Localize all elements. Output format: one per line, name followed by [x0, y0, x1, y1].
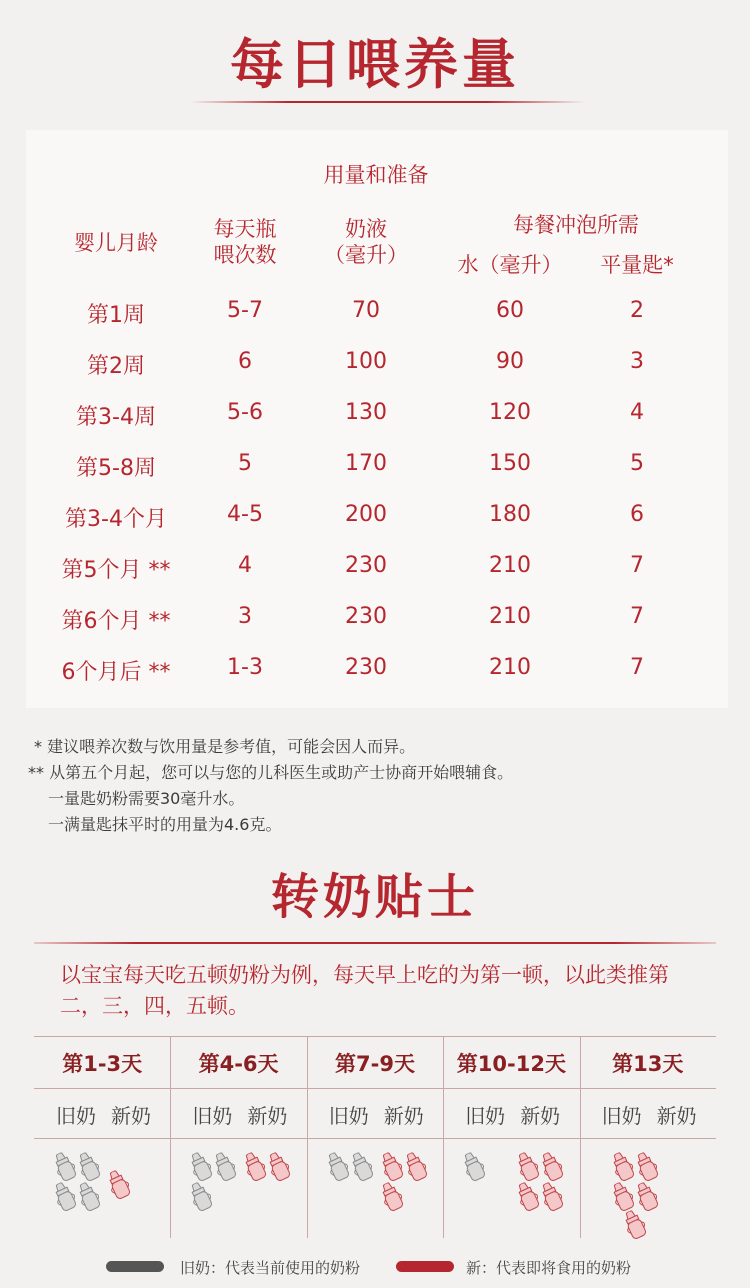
table-cell-milk: 230 [345, 655, 387, 680]
old-bottle-icon [345, 1149, 378, 1185]
old-bottle-icon [209, 1149, 242, 1185]
new-bottle-icon [536, 1179, 569, 1215]
grid-line [34, 1036, 716, 1037]
table-cell-water: 60 [496, 298, 524, 323]
new-milk-label: 新奶 [520, 1104, 561, 1128]
table-cell-scoops: 5 [630, 451, 644, 476]
old-milk-label: 旧奶 [192, 1104, 233, 1128]
day-range-header: 第1-3天 [62, 1052, 143, 1076]
table-cell-age: 6个月后 ** [61, 660, 171, 685]
table-cell-milk: 70 [352, 298, 380, 323]
day-range-header: 第4-6天 [198, 1052, 279, 1076]
table-cell-milk: 100 [345, 349, 387, 374]
new-bottles-group [612, 1152, 667, 1234]
new-milk-label: 新奶 [247, 1104, 288, 1128]
header-prep: 每餐冲泡所需 [513, 213, 639, 237]
old-bottle-icon [73, 1179, 106, 1215]
new-bottles-group [381, 1152, 436, 1234]
table-cell-age: 第2周 [87, 354, 145, 379]
table-cell-feeds: 5 [238, 451, 252, 476]
table-cell-scoops: 6 [630, 502, 644, 527]
new-bottle-icon [263, 1149, 296, 1185]
table-cell-milk: 130 [345, 400, 387, 425]
old-bottles-group [190, 1152, 240, 1232]
new-milk-label: 新奶 [111, 1104, 151, 1128]
table-cell-water: 90 [496, 349, 524, 374]
legend-old-label: 旧奶：代表当前使用的奶粉 [180, 1259, 361, 1277]
table-cell-scoops: 4 [630, 400, 644, 425]
grid-line [34, 1088, 716, 1089]
day-range-header: 第7-9天 [335, 1052, 415, 1076]
table-cell-water: 150 [489, 451, 531, 476]
old-bottle-icon [458, 1149, 491, 1185]
table-cell-feeds: 5-7 [227, 298, 263, 323]
legend-old-swatch [106, 1261, 164, 1272]
note-3: 一量匙奶粉需要30毫升水。 [48, 789, 245, 808]
tips-title: 转奶贴士 [270, 869, 479, 925]
table-cell-milk: 170 [345, 451, 387, 476]
table-cell-scoops: 3 [630, 349, 644, 374]
header-feeds-1: 每天瓶 [213, 217, 277, 241]
new-bottles-group [244, 1152, 299, 1234]
transition-grid [34, 1036, 716, 1238]
table-cell-age: 第5-8周 [76, 456, 156, 481]
header-age: 婴儿月龄 [74, 231, 158, 255]
note-2: ** 从第五个月起，您可以与您的儿科医生或助产士协商开始喂辅食。 [28, 763, 514, 782]
table-cell-feeds: 5-6 [227, 400, 263, 425]
table-cell-scoops: 7 [630, 553, 644, 578]
table-cell-water: 210 [489, 655, 531, 680]
note-4: 一满量匙抹平时的用量为4.6克。 [48, 815, 282, 834]
table-cell-scoops: 7 [630, 655, 644, 680]
table-cell-age: 第3-4周 [76, 405, 156, 430]
old-bottles-group [463, 1152, 513, 1232]
new-bottle-icon [399, 1149, 432, 1185]
table-cell-water: 180 [489, 502, 531, 527]
header-scoops: 平量匙* [600, 253, 674, 277]
table-cell-feeds: 4 [238, 553, 252, 578]
table-cell-feeds: 1-3 [227, 655, 263, 680]
table-cell-feeds: 4-5 [227, 502, 263, 527]
table-cell-age: 第3-4个月 [65, 507, 167, 532]
header-water: 水（毫升） [457, 253, 563, 277]
table-cell-milk: 230 [345, 604, 387, 629]
table-cell-scoops: 7 [630, 604, 644, 629]
day-range-header: 第10-12天 [456, 1052, 566, 1076]
table-cell-water: 210 [489, 604, 531, 629]
grid-line [34, 1138, 716, 1139]
legend-new-swatch [396, 1261, 454, 1272]
header-milk-2: （毫升） [324, 243, 408, 267]
old-bottles-group [327, 1152, 377, 1232]
legend-new-label: 新：代表即将食用的奶粉 [466, 1259, 632, 1277]
old-bottles-group [54, 1152, 104, 1232]
old-milk-label: 旧奶 [328, 1104, 369, 1128]
table-caption: 用量和准备 [323, 163, 429, 187]
old-milk-label: 旧奶 [56, 1104, 96, 1128]
table-cell-age: 第1周 [87, 303, 145, 328]
table-cell-age: 第5个月 ** [61, 558, 171, 583]
table-cell-scoops: 2 [630, 298, 644, 323]
table-cell-milk: 230 [345, 553, 387, 578]
header-feeds-2: 喂次数 [213, 243, 277, 267]
new-bottles-group [517, 1152, 572, 1234]
old-milk-label: 旧奶 [465, 1104, 506, 1128]
table-cell-milk: 200 [345, 502, 387, 527]
new-milk-label: 新奶 [383, 1104, 424, 1128]
new-bottle-icon [103, 1167, 136, 1203]
old-bottle-icon [185, 1179, 218, 1215]
table-cell-feeds: 3 [238, 604, 252, 629]
old-milk-label: 旧奶 [601, 1104, 642, 1128]
new-bottle-icon [375, 1179, 408, 1215]
title-divider [190, 101, 585, 103]
table-cell-feeds: 6 [238, 349, 252, 374]
header-milk-1: 奶液 [345, 217, 387, 241]
note-1: * 建议喂养次数与饮用量是参考值，可能会因人而异。 [34, 737, 416, 756]
new-bottles-group [108, 1152, 163, 1234]
tips-intro: 以宝宝每天吃五顿奶粉为例，每天早上吃的为第一顿，以此类推第二，三，四，五顿。 [60, 963, 669, 1018]
day-range-header: 第13天 [612, 1052, 684, 1076]
page-title: 每日喂养量 [230, 33, 520, 96]
table-cell-water: 210 [489, 553, 531, 578]
feeding-table-card [26, 130, 728, 708]
new-milk-label: 新奶 [656, 1104, 697, 1128]
table-cell-age: 第6个月 ** [61, 609, 171, 634]
table-cell-water: 120 [489, 400, 531, 425]
tips-divider [34, 942, 716, 944]
